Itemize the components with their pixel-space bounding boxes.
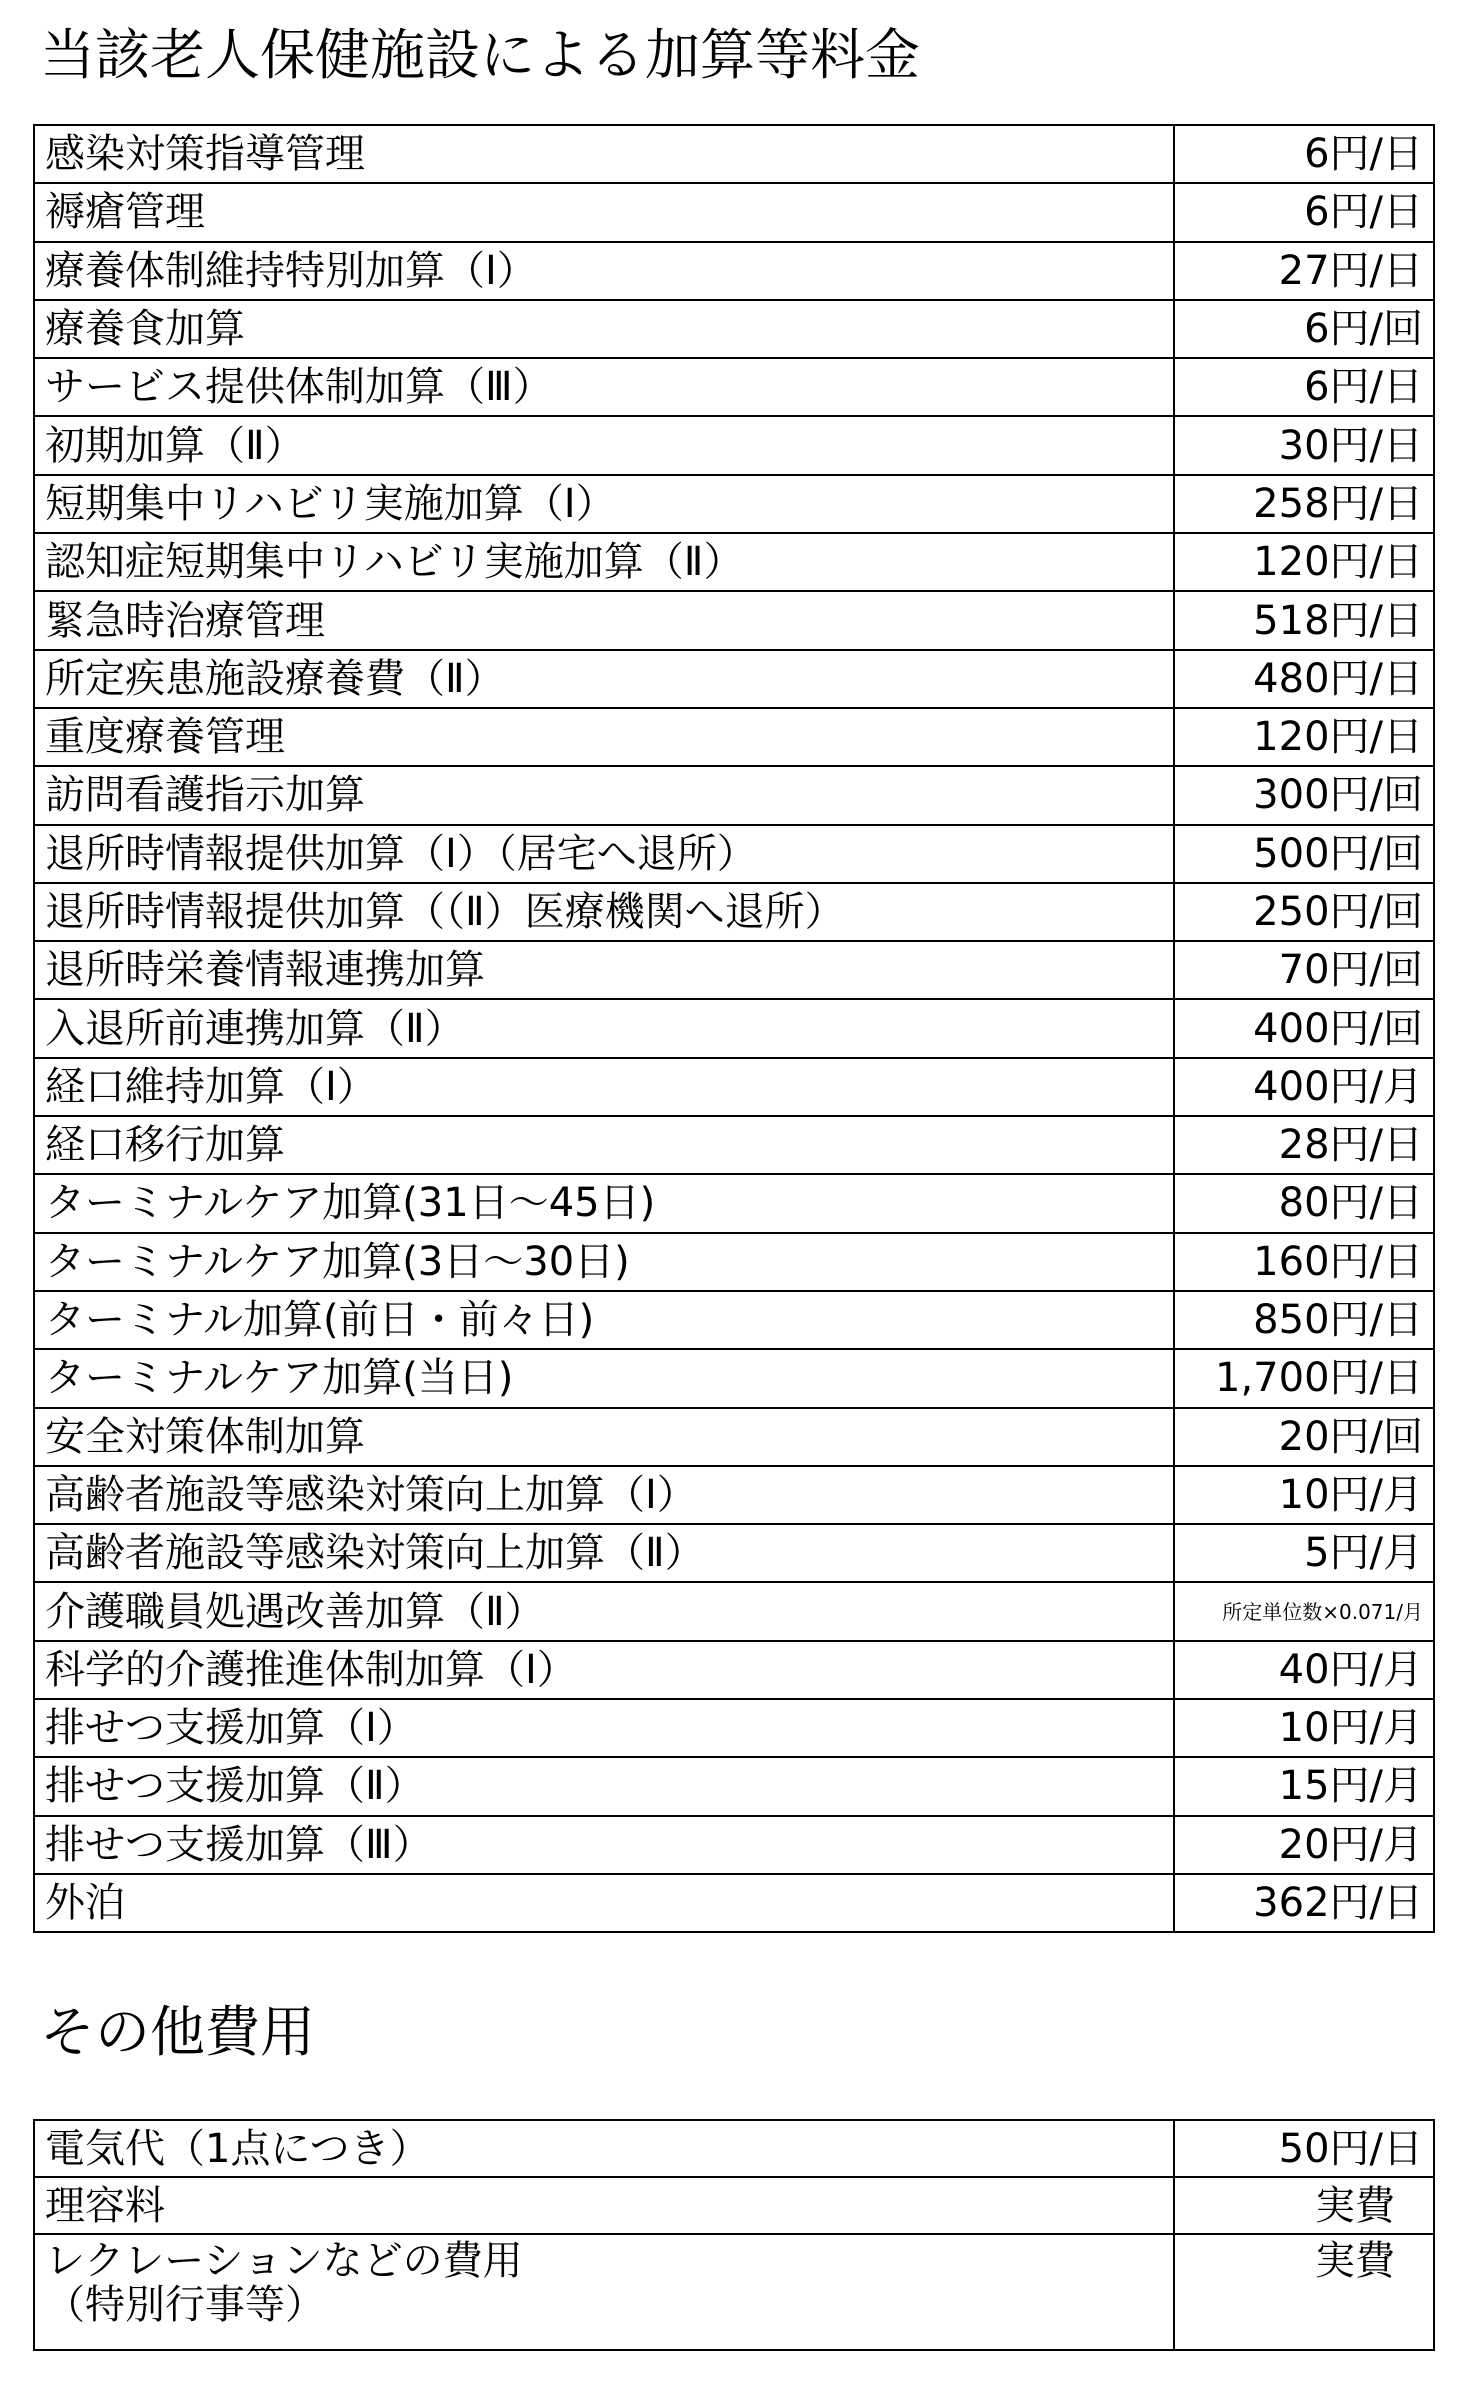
fee-price: 5円/月 [1174, 1524, 1434, 1582]
fee-item-name: 退所時情報提供加算（（Ⅱ）医療機関へ退所） [34, 883, 1174, 941]
table-row [34, 1349, 1434, 1407]
fee-price: 6円/回 [1174, 300, 1434, 358]
table-row [34, 1174, 1434, 1232]
fee-price: 10円/月 [1174, 1699, 1434, 1757]
fee-price: 28円/日 [1174, 1116, 1434, 1174]
table-row [34, 1408, 1434, 1466]
fee-price: 70円/回 [1174, 941, 1434, 999]
table-row [34, 242, 1434, 300]
cost-price: 実費 [1174, 2177, 1434, 2234]
fee-item-name: 訪問看護指示加算 [34, 766, 1174, 824]
fee-item-name: 緊急時治療管理 [34, 591, 1174, 649]
fee-item-name: 退所時栄養情報連携加算 [34, 941, 1174, 999]
fee-item-name: 高齢者施設等感染対策向上加算（Ⅱ） [34, 1524, 1174, 1582]
fee-price: 400円/月 [1174, 1058, 1434, 1116]
other-costs-table [33, 2119, 1435, 2351]
cost-item-name: 電気代（1点につき） [34, 2120, 1174, 2177]
table-row [34, 708, 1434, 766]
fee-price: 362円/日 [1174, 1874, 1434, 1932]
table-row [34, 300, 1434, 358]
fee-item-name: 排せつ支援加算（Ⅱ） [34, 1757, 1174, 1815]
fee-price: 20円/回 [1174, 1408, 1434, 1466]
fee-item-name: 科学的介護推進体制加算（Ⅰ） [34, 1641, 1174, 1699]
fee-price: 258円/日 [1174, 475, 1434, 533]
fee-item-name: 短期集中リハビリ実施加算（Ⅰ） [34, 475, 1174, 533]
table-row [34, 533, 1434, 591]
fee-item-name: 初期加算（Ⅱ） [34, 416, 1174, 474]
table-row [34, 1757, 1434, 1815]
fee-price: 300円/回 [1174, 766, 1434, 824]
fee-price: 27円/日 [1174, 242, 1434, 300]
table-row [34, 1116, 1434, 1174]
fee-item-name: ターミナルケア加算(31日～45日) [34, 1174, 1174, 1232]
table-row [34, 475, 1434, 533]
fee-item-name: 療養食加算 [34, 300, 1174, 358]
table-row [34, 1816, 1434, 1874]
fee-item-name: 入退所前連携加算（Ⅱ） [34, 999, 1174, 1057]
fee-price: 160円/日 [1174, 1233, 1434, 1291]
fee-item-name: 感染対策指導管理 [34, 125, 1174, 183]
table-row [34, 999, 1434, 1057]
table-row [34, 1582, 1434, 1640]
fee-price: 400円/回 [1174, 999, 1434, 1057]
fee-price: 20円/月 [1174, 1816, 1434, 1874]
section-title-other-costs: その他費用 [40, 2000, 316, 2064]
fee-item-name: 認知症短期集中リハビリ実施加算（Ⅱ） [34, 533, 1174, 591]
fee-price: 250円/回 [1174, 883, 1434, 941]
cost-item-name-line2: （特別行事等） [45, 2282, 325, 2328]
fee-price: 518円/日 [1174, 591, 1434, 649]
fee-item-name: 療養体制維持特別加算（Ⅰ） [34, 242, 1174, 300]
fee-item-name: 重度療養管理 [34, 708, 1174, 766]
fee-item-name: 所定疾患施設療養費（Ⅱ） [34, 650, 1174, 708]
fee-price: 120円/日 [1174, 708, 1434, 766]
cost-item-name [34, 2234, 1174, 2350]
table-row [34, 825, 1434, 883]
cost-price: 50円/日 [1174, 2120, 1434, 2177]
table-row [34, 2234, 1434, 2350]
fee-price: 30円/日 [1174, 416, 1434, 474]
cost-item-name: 理容料 [34, 2177, 1174, 2234]
additional-fee-table [33, 124, 1435, 1933]
table-row [34, 1233, 1434, 1291]
fee-price: 6円/日 [1174, 358, 1434, 416]
fee-price: 40円/月 [1174, 1641, 1434, 1699]
fee-price: 6円/日 [1174, 125, 1434, 183]
cost-price: 実費 [1174, 2234, 1434, 2350]
fee-item-name: ターミナルケア加算(3日～30日) [34, 1233, 1174, 1291]
table-row [34, 1699, 1434, 1757]
table-row [34, 125, 1434, 183]
table-row [34, 1641, 1434, 1699]
fee-item-name: 排せつ支援加算（Ⅲ） [34, 1816, 1174, 1874]
table-row [34, 941, 1434, 999]
fee-price: 所定単位数×0.071/月 [1174, 1582, 1434, 1640]
cost-item-name-line1: レクレーションなどの費用 [45, 2238, 523, 2284]
fee-price: 850円/日 [1174, 1291, 1434, 1349]
fee-price: 1,700円/日 [1174, 1349, 1434, 1407]
table-row [34, 591, 1434, 649]
table-row [34, 416, 1434, 474]
fee-item-name: ターミナルケア加算(当日) [34, 1349, 1174, 1407]
fee-item-name: 外泊 [34, 1874, 1174, 1932]
fee-item-name: 介護職員処遇改善加算（Ⅱ） [34, 1582, 1174, 1640]
table-row [34, 2120, 1434, 2177]
page-title: 当該老人保健施設による加算等料金 [40, 23, 921, 87]
fee-item-name: 経口維持加算（Ⅰ） [34, 1058, 1174, 1116]
fee-item-name: 褥瘡管理 [34, 183, 1174, 241]
table-row [34, 183, 1434, 241]
table-row [34, 1524, 1434, 1582]
fee-item-name: 退所時情報提供加算（Ⅰ）（居宅へ退所） [34, 825, 1174, 883]
table-row [34, 883, 1434, 941]
fee-price: 480円/日 [1174, 650, 1434, 708]
fee-item-name: 高齢者施設等感染対策向上加算（Ⅰ） [34, 1466, 1174, 1524]
table-row [34, 1466, 1434, 1524]
table-row [34, 766, 1434, 824]
table-row [34, 1874, 1434, 1932]
table-row [34, 1058, 1434, 1116]
fee-price: 80円/日 [1174, 1174, 1434, 1232]
fee-price: 120円/日 [1174, 533, 1434, 591]
fee-price: 15円/月 [1174, 1757, 1434, 1815]
fee-item-name: 経口移行加算 [34, 1116, 1174, 1174]
table-row [34, 650, 1434, 708]
fee-item-name: 排せつ支援加算（Ⅰ） [34, 1699, 1174, 1757]
fee-item-name: ターミナル加算(前日・前々日) [34, 1291, 1174, 1349]
fee-price: 6円/日 [1174, 183, 1434, 241]
fee-item-name: サービス提供体制加算（Ⅲ） [34, 358, 1174, 416]
table-row [34, 1291, 1434, 1349]
fee-item-name: 安全対策体制加算 [34, 1408, 1174, 1466]
table-row [34, 2177, 1434, 2234]
table-row [34, 358, 1434, 416]
fee-price: 500円/回 [1174, 825, 1434, 883]
fee-price: 10円/月 [1174, 1466, 1434, 1524]
